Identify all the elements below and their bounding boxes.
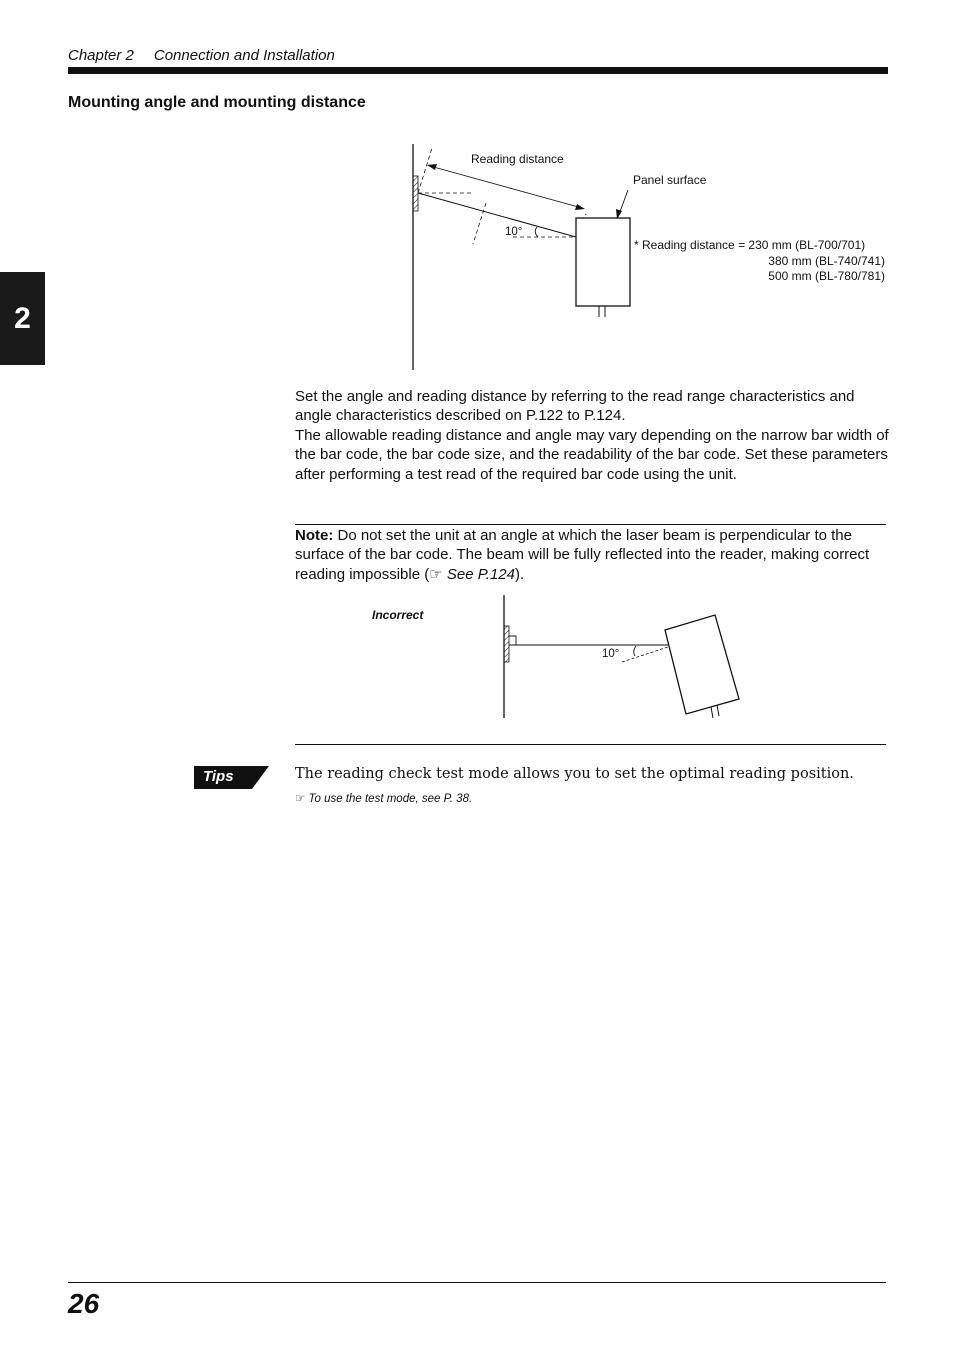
tips-text: The reading check test mode allows you to set the optimal reading position.	[295, 766, 854, 782]
mounting-angle-diagram	[0, 0, 954, 380]
angle-label: 10°	[505, 226, 523, 238]
note-top-rule	[295, 524, 886, 525]
reader-unit	[576, 218, 630, 306]
barcode-label	[413, 176, 418, 211]
chapter-label: Chapter 2	[68, 47, 134, 64]
reading-distance-label: Reading distance	[471, 152, 564, 166]
reading-distance-arrow	[430, 166, 582, 208]
body-paragraph-1: Set the angle and reading distance by referring to the read range characteristics and angle characteristics described on P.122 to P.124.	[295, 388, 855, 425]
spec-line-1: * Reading distance = 230 mm (BL-700/701)	[634, 238, 866, 252]
spec-line-3: 500 mm (BL-780/781)	[768, 269, 885, 283]
footer-rule	[68, 1282, 886, 1283]
note-text: Do not set the unit at an angle at which the laser beam is perpendicular to the surface of the bar code. The beam will be fully reflected into the reader, making correct reading impossible (	[295, 527, 870, 583]
incorrect-angle-diagram	[0, 590, 954, 730]
reader-unit-2	[665, 615, 739, 714]
chapter-title: Connection and Installation	[153, 47, 335, 64]
chapter-tab-number: 2	[14, 301, 31, 335]
barcode-label-2	[504, 626, 509, 662]
section-title: Mounting angle and mounting distance	[68, 94, 366, 111]
tips-badge-label: Tips	[203, 768, 234, 785]
body-paragraph-2: The allowable reading distance and angle may vary depending on the narrow bar width of the bar code, the bar code size, and the readability of the bar code. Set these parameters after performing a test read of the required bar code using the unit.	[295, 427, 889, 483]
note-label: Note:	[295, 527, 334, 544]
page-number: 26	[68, 1288, 100, 1319]
tips-badge	[194, 766, 269, 789]
note-reference[interactable]: See P.124	[442, 565, 515, 583]
angle-label-2: 10°	[602, 648, 620, 660]
spec-line-2: 380 mm (BL-740/741)	[768, 254, 885, 268]
see-reference-icon: ☞	[429, 565, 443, 583]
note-paragraph: Note: Do not set the unit at an angle at which the laser beam is perpendicular to the surface of the bar code. The beam will be fully reflected into the reader, making correct reading impossible (☞ See P.124).	[295, 527, 870, 583]
panel-surface-label: Panel surface	[633, 173, 707, 187]
tips-reference: ☞ To use the test mode, see P. 38.	[295, 793, 473, 805]
incorrect-label: Incorrect	[372, 608, 424, 622]
note-bottom-rule	[295, 744, 886, 745]
